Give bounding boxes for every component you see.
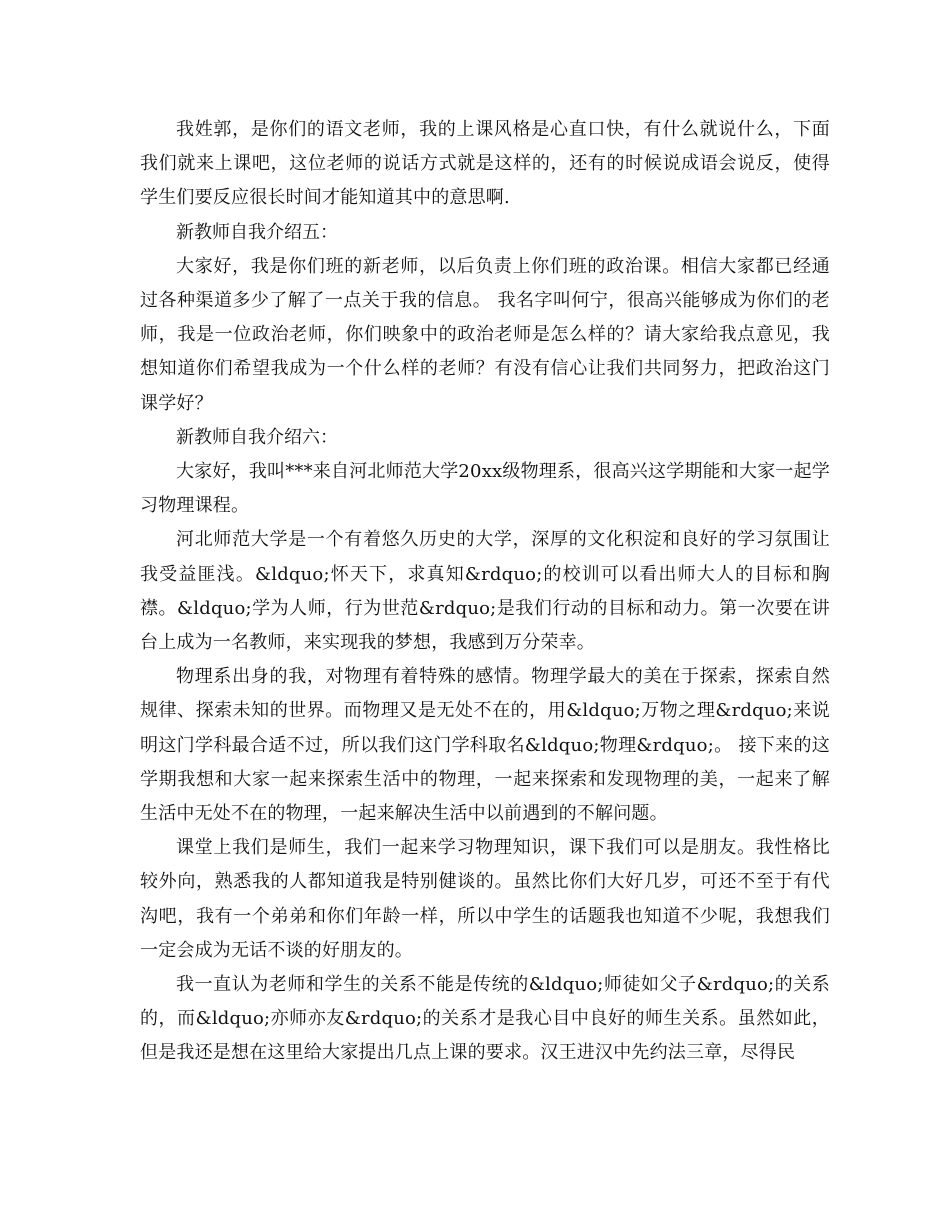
paragraph-intro-guo: 我姓郭，是你们的语文老师，我的上课风格是心直口快，有什么就说什么，下面我们就来上课吧，这位老师的说话方式就是这样的，还有的时候说成语会说反，使得学生们要反应很长时间才能知道其中的意思啊. — [140, 119, 830, 209]
paragraph-friends: 课堂上我们是师生，我们一起来学习物理知识，课下我们可以是朋友。我性格比较外向，熟悉我的人都知道我是特别健谈的。虽然比你们大好几岁，可还不至于有代沟吧，我有一个弟弟和你们年龄一样，所以中学生的话题我也知道不少呢，我想我们一定会成为无话不谈的好朋友的。 — [140, 837, 830, 961]
section-heading-five: 新教师自我介绍五： — [176, 221, 338, 243]
document-body — [140, 113, 830, 1071]
section-heading-six: 新教师自我介绍六： — [176, 426, 338, 448]
paragraph-teacher-student: 我一直认为老师和学生的关系不能是传统的&ldquo;师徒如父子&rdquo;的关系的，而&ldquo;亦师亦友&rdquo;的关系才是我心目中良好的师生关系。虽然如此，但是我还是想在这里给大家提出几点上课的要求。汉王进汉中先约法三章，尽得民 — [140, 974, 830, 1064]
paragraph-physics-love: 物理系出身的我，对物理有着特殊的感情。物理学最大的美在于探索，探索自然规律、探索未知的世界。而物理又是无处不在的，用&ldquo;万物之理&rdquo;来说明这门学科最合适不过，所以我们这门学科取名&ldquo;物理&rdquo;。 接下来的这学期我想和大家一起来探索生活中的物理，一起来探索和发现物理的美，一起来了解生活中无处不在的物理，一起来解决生活中以前遇到的不解问题。 — [140, 666, 830, 825]
paragraph-intro-he-ning: 大家好，我是你们班的新老师，以后负责上你们班的政治课。相信大家都已经通过各种渠道多少了解了一点关于我的信息。 我名字叫何宁，很高兴能够成为你们的老师，我是一位政治老师，你们映象中的政治老师是怎么样的？请大家给我点意见，我想知道你们希望我成为一个什么样的老师？有没有信心让我们共同努力，把政治这门课学好？ — [140, 255, 830, 414]
paragraph-intro-physics: 大家好，我叫***来自河北师范大学20xx级物理系，很高兴这学期能和大家一起学习物理课程。 — [140, 461, 831, 517]
paragraph-university: 河北师范大学是一个有着悠久历史的大学，深厚的文化积淀和良好的学习氛围让我受益匪浅。&ldquo;怀天下，求真知&rdquo;的校训可以看出师大人的目标和胸襟。&ldquo;学为人师，行为世范&rdquo;是我们行动的目标和动力。第一次要在讲台上成为一名教师，来实现我的梦想，我感到万分荣幸。 — [140, 529, 830, 654]
